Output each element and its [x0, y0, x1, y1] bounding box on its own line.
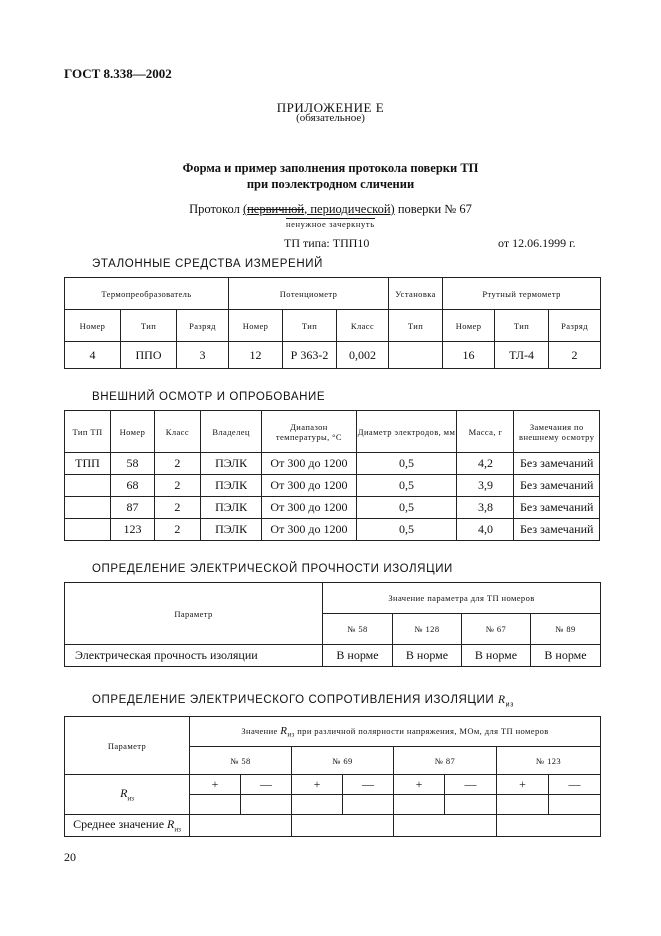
protocol-date: от 12.06.1999 г. [498, 236, 576, 250]
cell: 0,5 [356, 497, 457, 519]
cell: 68 [111, 475, 155, 497]
r-symbol: R [498, 694, 506, 706]
avg-label-text: Среднее значение [73, 817, 165, 832]
cell: ПЭЛК [200, 475, 261, 497]
form-title [0, 160, 661, 192]
form-title-line1: Форма и пример заполнения протокола поверки ТП [182, 161, 479, 175]
value-header-pre: Значение [241, 725, 278, 736]
row-label: Электрическая прочность изоляции [65, 645, 323, 667]
r-subscript: из [174, 825, 181, 834]
param-header: Параметр [65, 583, 323, 645]
empty-cell [394, 815, 497, 837]
tp-number: № 67 [462, 614, 531, 645]
empty-cell [549, 795, 601, 815]
r-symbol: R [167, 817, 175, 832]
strike-note: ненужное зачеркнуть [286, 219, 375, 229]
cell: ПЭЛК [200, 497, 261, 519]
tp-number: № 123 [497, 747, 601, 775]
standard-header: ГОСТ 8.338—2002 [64, 66, 172, 81]
col-header: Тип ТП [65, 411, 111, 453]
col-header: Диаметр электродов, мм [356, 411, 457, 453]
tp-number: № 89 [531, 614, 601, 645]
protocol-suffix: поверки № 67 [397, 202, 472, 216]
cell: ППО [121, 342, 177, 369]
tp-type: ТП типа: ТПП10 [284, 236, 370, 250]
col-header: Номер [443, 310, 495, 342]
cell: 2 [154, 453, 200, 475]
col-header: Разряд [549, 310, 601, 342]
table-row [65, 645, 601, 667]
col-header: Разряд [177, 310, 229, 342]
r-subscript: из [505, 701, 514, 709]
avg-row-label [65, 815, 190, 837]
r-subscript: из [287, 730, 295, 739]
empty-cell [292, 795, 343, 815]
group-thermoconverter: Термопреобразователь [65, 278, 229, 310]
r-symbol: R [120, 786, 128, 801]
col-header: Класс [337, 310, 389, 342]
section2-title: ВНЕШНИЙ ОСМОТР И ОПРОБОВАНИЕ [92, 391, 326, 403]
polarity-cell: — [549, 775, 601, 795]
r-symbol: R [280, 724, 288, 737]
form-title-line2: при поэлектродном сличении [246, 177, 415, 191]
value-header [190, 717, 601, 747]
page-number: 20 [64, 850, 76, 864]
value-header: Значение параметра для ТП номеров [323, 583, 601, 614]
insulation-resistance-table [64, 716, 601, 837]
cell: От 300 до 1200 [262, 475, 356, 497]
cell: От 300 до 1200 [262, 453, 356, 475]
col-header: Класс [154, 411, 200, 453]
empty-cell [343, 795, 394, 815]
cell: В норме [531, 645, 601, 667]
cell: 0,5 [356, 475, 457, 497]
col-header: Тип [389, 310, 443, 342]
polarity-cell: + [292, 775, 343, 795]
group-potentiometer: Потенциометр [229, 278, 389, 310]
col-header: Масса, г [457, 411, 514, 453]
cell: 2 [549, 342, 601, 369]
protocol-struck-option: первичной [247, 202, 305, 216]
col-header: Владелец [200, 411, 261, 453]
polarity-cell: + [497, 775, 549, 795]
section3-title: ОПРЕДЕЛЕНИЕ ЭЛЕКТРИЧЕСКОЙ ПРОЧНОСТИ ИЗОЛЯЦИИ [92, 563, 453, 575]
col-header: Замечания по внешнему осмотру [514, 411, 600, 453]
protocol-prefix: Протокол [189, 202, 240, 216]
group-installation: Установка [389, 278, 443, 310]
protocol-options: (первичной, периодической) [242, 202, 395, 216]
cell: ПЭЛК [200, 519, 261, 541]
table-row [65, 453, 600, 475]
table-row [65, 475, 600, 497]
cell: В норме [462, 645, 531, 667]
cell: 4,2 [457, 453, 514, 475]
cell: Без замечаний [514, 475, 600, 497]
cell: Без замечаний [514, 453, 600, 475]
col-header: Тип [283, 310, 337, 342]
empty-cell [394, 795, 445, 815]
group-mercury-thermometer: Ртутный термометр [443, 278, 601, 310]
appendix-title: ПРИЛОЖЕНИЕ Е [276, 100, 385, 115]
protocol-line [0, 202, 661, 217]
polarity-cell: + [190, 775, 241, 795]
cell: Без замечаний [514, 519, 600, 541]
cell [389, 342, 443, 369]
col-header: Тип [495, 310, 549, 342]
col-header: Диапазон температуры, °С [262, 411, 356, 453]
r-row-label [65, 775, 190, 815]
cell: 0,5 [356, 519, 457, 541]
cell: От 300 до 1200 [262, 519, 356, 541]
external-inspection-table [64, 410, 600, 541]
table-row [65, 815, 601, 837]
table-row [65, 497, 600, 519]
table-row [65, 342, 601, 369]
cell [65, 475, 111, 497]
reference-instruments-table [64, 277, 601, 369]
cell: От 300 до 1200 [262, 497, 356, 519]
cell: 2 [154, 475, 200, 497]
cell: 123 [111, 519, 155, 541]
cell: 0,002 [337, 342, 389, 369]
section1-title: ЭТАЛОННЫЕ СРЕДСТВА ИЗМЕРЕНИЙ [92, 258, 323, 270]
empty-cell [497, 795, 549, 815]
appendix-subtitle: (обязательное) [296, 112, 365, 124]
tp-number: № 87 [394, 747, 497, 775]
cell: 4 [65, 342, 121, 369]
cell: 4,0 [457, 519, 514, 541]
col-header: Номер [229, 310, 283, 342]
cell: 87 [111, 497, 155, 519]
protocol-option-rest: , периодической) [304, 202, 395, 216]
tp-number: № 58 [323, 614, 393, 645]
value-header-post: при различной полярности напряжения, МОм, для ТП номеров [297, 725, 549, 736]
cell: ПЭЛК [200, 453, 261, 475]
cell: 3 [177, 342, 229, 369]
cell: В норме [393, 645, 462, 667]
empty-cell [497, 815, 601, 837]
cell: 2 [154, 519, 200, 541]
cell: В норме [323, 645, 393, 667]
polarity-cell: + [394, 775, 445, 795]
empty-cell [445, 795, 497, 815]
cell [65, 497, 111, 519]
cell: 3,9 [457, 475, 514, 497]
empty-cell [190, 795, 241, 815]
cell: 58 [111, 453, 155, 475]
cell: 3,8 [457, 497, 514, 519]
cell: 16 [443, 342, 495, 369]
cell: 12 [229, 342, 283, 369]
cell: 2 [154, 497, 200, 519]
cell: Без замечаний [514, 497, 600, 519]
empty-cell [292, 815, 394, 837]
param-header: Параметр [65, 717, 190, 775]
tp-number: № 69 [292, 747, 394, 775]
polarity-cell: — [445, 775, 497, 795]
tp-number: № 58 [190, 747, 292, 775]
tp-number: № 128 [393, 614, 462, 645]
col-header: Номер [111, 411, 155, 453]
polarity-cell: — [241, 775, 292, 795]
section4-title [92, 694, 514, 708]
table-row [65, 519, 600, 541]
cell: ТЛ-4 [495, 342, 549, 369]
dielectric-strength-table [64, 582, 601, 667]
cell: 0,5 [356, 453, 457, 475]
empty-cell [241, 795, 292, 815]
cell [65, 519, 111, 541]
polarity-cell: — [343, 775, 394, 795]
empty-cell [190, 815, 292, 837]
cell: Р 363-2 [283, 342, 337, 369]
col-header: Номер [65, 310, 121, 342]
r-subscript: из [127, 794, 134, 803]
section4-title-text: ОПРЕДЕЛЕНИЕ ЭЛЕКТРИЧЕСКОГО СОПРОТИВЛЕНИЯ ИЗОЛЯЦИИ [92, 694, 495, 706]
col-header: Тип [121, 310, 177, 342]
cell: ТПП [65, 453, 111, 475]
